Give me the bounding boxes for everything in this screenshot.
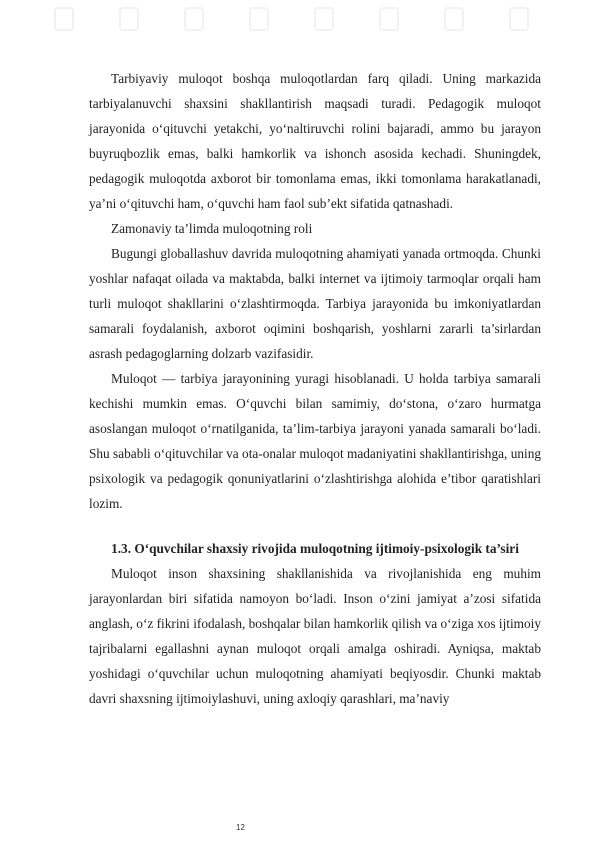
paragraph: Muloqot — tarbiya jarayonining yuragi hisoblanadi. U holda tarbiya samarali kechishi mumkin emas. O‘quvchi bilan samimiy, do‘stona, o‘zaro hurmatga asoslangan muloqot o‘rnatilganida, ta’lim-tarbiya jarayoni yanada samarali bo‘ladi. Shu sababli o‘qituvchilar va ota-onalar muloqot madaniyatini shakllantirishga, uning psixologik va pedagogik qonuniyatlarini o‘zlashtirishga alohida e’tibor qaratishlari lozim. bbox=[89, 371, 541, 511]
document-body bbox=[89, 66, 541, 711]
subheading-paragraph: Zamonaviy ta’limda muloqotning roli bbox=[111, 221, 313, 236]
page-number: 12 bbox=[236, 823, 245, 832]
paragraph: Muloqot inson shaxsining shakllanishida va rivojlanishida eng muhim jarayonlardan biri sifatida namoyon bo‘ladi. Inson o‘zini jamiyat a’zosi sifatida anglash, o‘z fikrini ifodalash, boshqalar bilan hamkorlik qilish va o‘ziga xos ijtimoiy tajribalarni egallashni aynan muloqot orqali amalga oshiradi. Ayniqsa, maktab yoshidagi o‘quvchilar uchun muloqotning ahamiyati beqiyosdir. Chunki maktab davri shaxsning ijtimoiylashuvi, uning axloqiy qarashlari, ma’naviy bbox=[89, 566, 541, 706]
section-heading: 1.3. O‘quvchilar shaxsiy rivojida muloqotning ijtimoiy-psixologik ta’siri bbox=[111, 541, 519, 556]
paragraph: Tarbiyaviy muloqot boshqa muloqotlardan farq qiladi. Uning markazida tarbiyalanuvchi shaxsini shakllantirish maqsadi turadi. Pedagogik muloqot jarayonida o‘qituvchi yetakchi, yo‘naltiruvchi rolini bajaradi, ammo bu jarayon buyruqbozlik emas, balki hamkorlik va ishonch asosida kechadi. Shuningdek, pedagogik muloqotda axborot bir tomonlama emas, ikki tomonlama harakatlanadi, ya’ni o‘qituvchi ham, o‘quvchi ham faol sub’ekt sifatida qatnashadi. bbox=[89, 71, 541, 211]
paragraph: Bugungi globallashuv davrida muloqotning ahamiyati yanada ortmoqda. Chunki yoshlar nafaqat oilada va maktabda, balki internet va ijtimoiy tarmoqlar orqali ham turli muloqot shakllarini o‘zlashtirmoqda. Tarbiya jarayonida bu imkoniyatlardan samarali foydalanish, axborot oqimini boshqarish, yoshlarni zararli ta’sirlardan asrash pedagoglarning dolzarb vazifasidir. bbox=[89, 246, 541, 361]
